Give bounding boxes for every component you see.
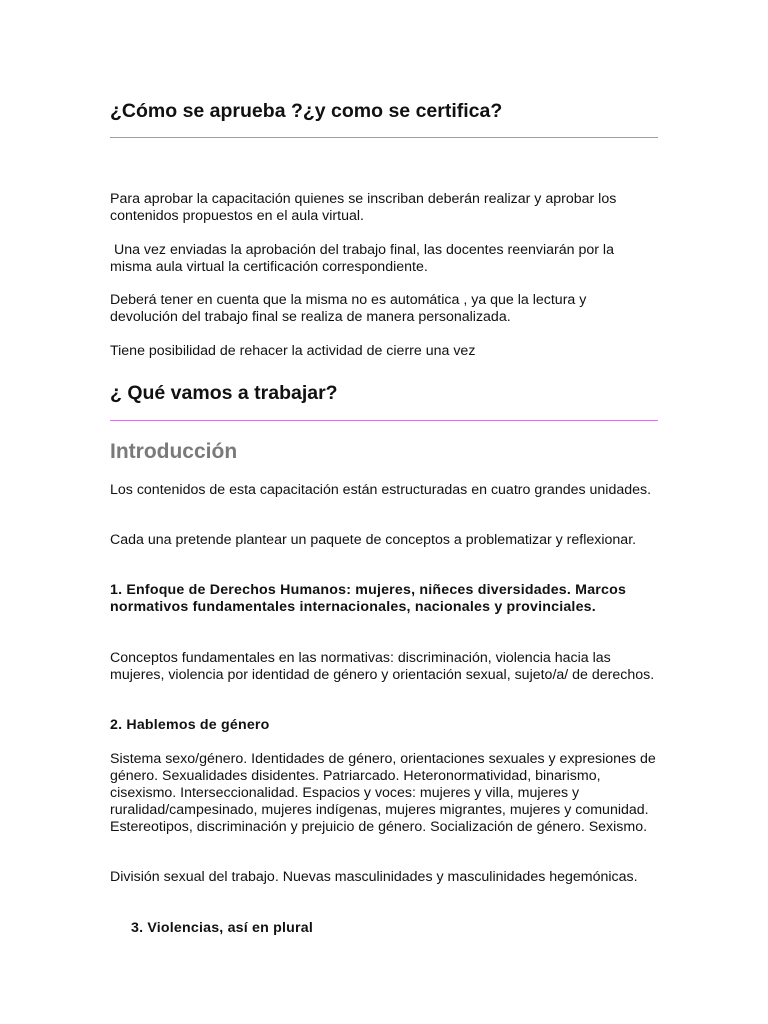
unit-2-text-2: División sexual del trabajo. Nuevas masculinidades y masculinidades hegemónicas. — [110, 869, 638, 885]
divider-2 — [110, 420, 658, 421]
heading-work: ¿ Qué vamos a trabajar? — [110, 382, 338, 404]
unit-3-title: 3. Violencias, así en plural — [131, 920, 313, 936]
paragraph-approval-1: Para aprobar la capacitación quienes se inscriban deberán realizar y aprobar los contenidos propuestos en el aula virtual. — [110, 191, 617, 224]
paragraph-approval-2: Una vez enviadas la aprobación del trabajo final, las docentes reenviarán por la misma aula virtual la certificación correspondiente. — [110, 242, 618, 275]
subheading-introduction: Introducción — [110, 440, 238, 463]
paragraph-intro-1: Los contenidos de esta capacitación están estructuradas en cuatro grandes unidades. — [110, 482, 652, 498]
unit-2-title: 2. Hablemos de género — [110, 717, 270, 733]
paragraph-intro-2: Cada una pretende plantear un paquete de conceptos a problematizar y reflexionar. — [110, 532, 637, 548]
divider-1 — [110, 137, 658, 138]
heading-approval: ¿Cómo se aprueba ?¿y como se certifica? — [110, 100, 503, 122]
unit-1-title: 1. Enfoque de Derechos Humanos: mujeres, niñeces diversidades. Marcos normativos fundamentales internacionales, nacionales y provinciales. — [110, 582, 627, 615]
unit-1-text: Conceptos fundamentales en las normativas: discriminación, violencia hacia las mujeres, violencia por identidad de género y orientación sexual, sujeto/a/ de derechos. — [110, 650, 655, 683]
paragraph-approval-3: Deberá tener en cuenta que la misma no es automática , ya que la lectura y devolución del trabajo final se realiza de manera personalizada. — [110, 292, 587, 325]
unit-2-text-1: Sistema sexo/género. Identidades de género, orientaciones sexuales y expresiones de género. Sexualidades disidentes. Patriarcado. Heteronormatividad, binarismo, cisexismo. Interseccionalidad. Espacios y voces: mujeres y villa, mujeres y ruralidad/campesinado, mujeres indígenas, mujeres migrantes, mujeres y comunidad. Estereotipos, discriminación y prejuicio de género. Socialización de género. Sexismo. — [110, 751, 656, 835]
paragraph-approval-4: Tiene posibilidad de rehacer la actividad de cierre una vez — [110, 343, 476, 359]
